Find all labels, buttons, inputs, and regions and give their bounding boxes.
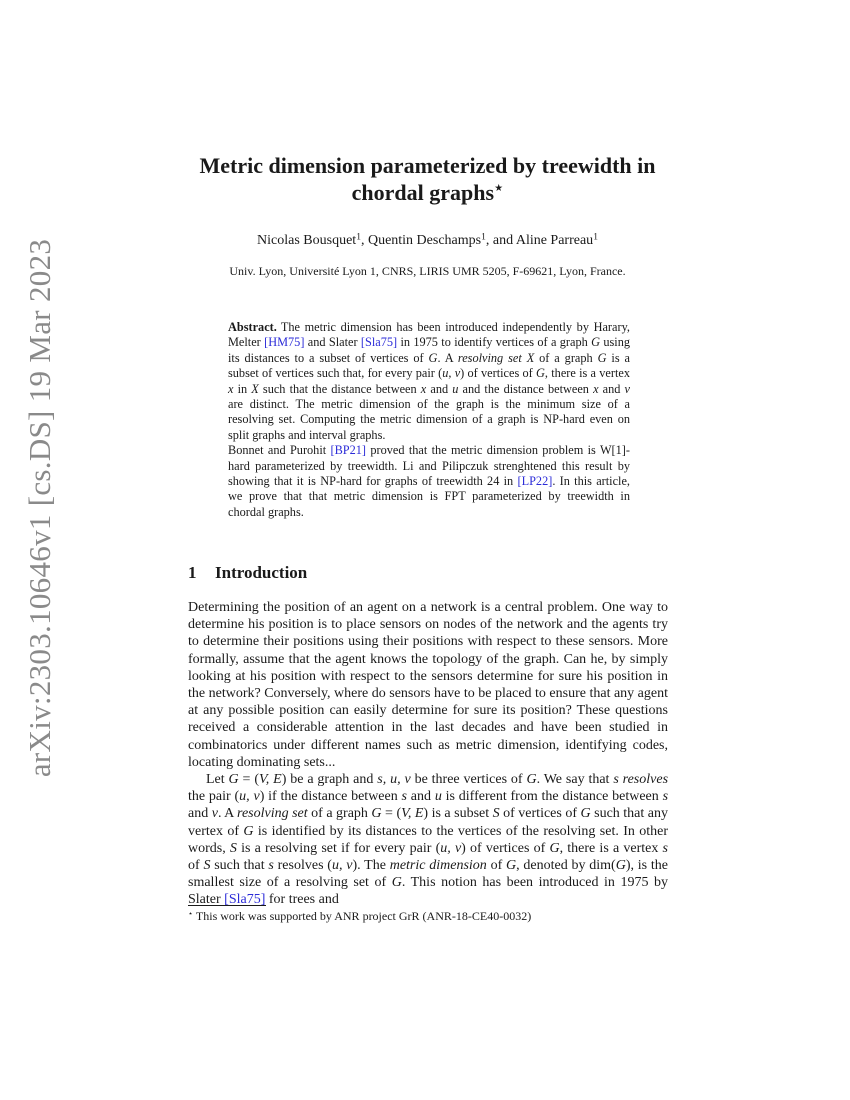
- text-run: ) is a subset: [423, 806, 493, 822]
- text-run: Bonnet and Purohit: [228, 443, 331, 458]
- text-run: ) if the distance between: [259, 789, 402, 805]
- text-run: Determining the position of an agent on a network is a central problem. One way to determine his position is to place sensors on nodes of the network and the agents try to determine their positions using their positions with respect to these sensors. More formally, assume that the agent knows the topology of the graph. Can he, by simply looking at his position with respect to the sensors determine for sure his position in the network? Conversely, where do sensors have to be placed to ensure that any agent at any possible position can easily determine for sure its position? These questions received a considerable attention in the last decades and have been studied in combinatorics under different names such as metric dimension, identifying codes, locating dominating sets...: [188, 600, 668, 770]
- text-run: ) of vertices of: [460, 366, 537, 381]
- math-symbol: s: [401, 789, 407, 805]
- math-symbol: G: [615, 858, 626, 874]
- text-run: = (: [381, 806, 402, 822]
- math-symbol: x: [228, 381, 234, 396]
- math-symbol: u, v: [331, 858, 353, 874]
- text-run: be three vertices of: [410, 772, 527, 788]
- math-symbol: s, u, v: [377, 772, 411, 788]
- text-run: resolves (: [273, 858, 332, 874]
- title-footnote-mark: ⋆: [494, 180, 504, 197]
- math-symbol: X: [251, 381, 259, 396]
- abstract: [228, 320, 630, 520]
- text-run: in 1975 to identify vertices of a graph: [397, 335, 592, 350]
- text-run: . A: [437, 350, 458, 365]
- section-number: 1: [188, 563, 197, 582]
- text-run: and: [598, 381, 625, 396]
- citation-link[interactable]: [HM75]: [264, 335, 305, 350]
- text-run: such that: [210, 858, 269, 874]
- math-symbol: s: [268, 858, 274, 874]
- citation-link[interactable]: [Sla75]: [360, 335, 398, 350]
- math-symbol: G: [549, 840, 560, 856]
- text-run: , there is a vertex: [559, 840, 663, 856]
- footnote-rule: [188, 905, 266, 906]
- author-affil-mark: 1: [481, 232, 486, 243]
- paper-title: [150, 152, 705, 206]
- footnote: [188, 909, 668, 923]
- text-run: . We say that: [536, 772, 614, 788]
- math-symbol: G: [228, 772, 239, 788]
- math-symbol: G: [580, 806, 591, 822]
- math-symbol: resolving set: [457, 350, 522, 365]
- author-name: Nicolas Bousquet: [257, 233, 357, 248]
- section-title: Introduction: [215, 563, 308, 582]
- math-symbol: u: [434, 789, 442, 805]
- math-symbol: V, E: [259, 772, 282, 788]
- text-run: ), is the smallest size of a resolving set of: [188, 858, 668, 891]
- body-paragraph-1: [188, 599, 668, 771]
- text-run: ) be a graph and: [281, 772, 378, 788]
- abstract-label: Abstract.: [228, 320, 277, 334]
- math-symbol: metric dimension: [389, 858, 487, 874]
- math-symbol: G: [591, 335, 600, 350]
- math-symbol: v: [211, 806, 218, 822]
- text-run: such that any vertex of: [188, 806, 668, 839]
- text-run: is identified by its distances to the vertices of the resolving set. In other words,: [188, 823, 668, 856]
- math-symbol: x: [593, 381, 599, 396]
- title-line-2: [150, 179, 705, 206]
- text-run: of vertices of: [499, 806, 581, 822]
- text-run: ). The: [352, 858, 390, 874]
- math-symbol: u, v: [442, 366, 461, 381]
- text-run: , there is a vertex: [544, 366, 630, 381]
- body-text: [188, 599, 668, 909]
- text-run: of a graph: [534, 350, 598, 365]
- math-symbol: S: [492, 806, 500, 822]
- math-symbol: s: [662, 789, 669, 805]
- body-paragraph-2: [188, 771, 668, 909]
- math-symbol: resolving set: [237, 806, 308, 822]
- text-run: is different from the distance between: [441, 789, 663, 805]
- text-run: is a resolving set if for every pair (: [236, 840, 441, 856]
- math-symbol: G: [243, 823, 254, 839]
- math-symbol: X: [526, 350, 535, 365]
- citation-link[interactable]: [LP22]: [517, 474, 553, 489]
- author-list: [150, 233, 705, 249]
- title-line-1: Metric dimension parameterized by treewidth in: [199, 153, 656, 178]
- text-run: such that the distance between: [258, 381, 421, 396]
- footnote-text: This work was supported by ANR project GrR (ANR-18-CE40-0032): [195, 909, 532, 923]
- text-run: is a subset of vertices such that, for every pair (: [228, 350, 631, 381]
- arxiv-identifier-stamp: [20, 238, 60, 778]
- math-symbol: G: [536, 366, 545, 381]
- text-run: and the distance between: [458, 381, 594, 396]
- arxiv-id-text: arXiv:2303.10646v1 [cs.DS] 19 Mar 2023: [22, 238, 57, 778]
- math-symbol: u, v: [239, 789, 260, 805]
- text-run: proved that the metric dimension problem is W[1]-hard parameterized by treewidth. Li and Pilipczuk strenghtened this result by showing that it is NP-hard for graphs of treewidth 24 in: [228, 443, 630, 489]
- author-separator: ,: [360, 233, 368, 248]
- author-affil-mark: 1: [356, 232, 361, 243]
- text-run: and: [426, 381, 453, 396]
- math-symbol: G: [391, 875, 402, 891]
- math-symbol: G: [428, 350, 438, 365]
- math-symbol: x: [420, 381, 427, 396]
- text-run: , denoted by dim(: [516, 858, 616, 874]
- math-symbol: G: [371, 806, 382, 822]
- text-run: . This notion has been introduced in 1975 by Slater: [188, 875, 669, 908]
- text-run: the pair (: [188, 789, 240, 805]
- citation-link[interactable]: [Sla75]: [224, 892, 266, 908]
- text-run: The metric dimension has been introduced independently by Harary, Melter: [228, 320, 630, 350]
- math-symbol: u: [452, 381, 459, 396]
- math-symbol: V, E: [401, 806, 424, 822]
- author-name: Quentin Deschamps: [367, 233, 482, 248]
- text-run: in: [233, 381, 252, 396]
- text-run: using its distances to a subset of vertices of: [228, 335, 630, 365]
- math-symbol: G: [597, 350, 607, 365]
- abstract-paragraph-2: [228, 443, 630, 520]
- abstract-paragraph-1: [228, 320, 630, 443]
- section-heading: [188, 563, 307, 583]
- text-run: of: [188, 858, 204, 874]
- text-run: = (: [238, 772, 259, 788]
- text-run: Let: [206, 772, 229, 788]
- text-run: of a graph: [307, 806, 372, 822]
- author-name: Aline Parreau: [515, 233, 594, 248]
- author-separator: , and: [485, 233, 516, 248]
- title-line-2-text: chordal graphs: [351, 180, 495, 205]
- math-symbol: v: [624, 381, 630, 396]
- footnote-mark: ⋆: [188, 908, 194, 918]
- text-run: are distinct. The metric dimension of the graph is the minimum size of a resolving set. Computing the metric dimension of a graph is NP-hard even on split graphs and interval graphs.: [228, 397, 630, 442]
- citation-link[interactable]: [BP21]: [330, 443, 367, 458]
- abstract-text: [228, 320, 630, 442]
- math-symbol: G: [506, 858, 517, 874]
- math-symbol: u, v: [440, 840, 462, 856]
- text-run: ) of vertices of: [461, 840, 550, 856]
- text-run: and: [407, 789, 435, 805]
- text-run: and Slater: [304, 335, 361, 350]
- math-symbol: s: [662, 840, 668, 856]
- text-run: . In this article, we prove that that metric dimension is FPT parameterized by treewidth in chordal graphs.: [228, 474, 631, 519]
- text-run: for trees and: [265, 892, 339, 908]
- text-run: of: [486, 858, 507, 874]
- math-symbol: S: [229, 840, 237, 856]
- math-symbol: S: [203, 858, 211, 874]
- affiliation: Univ. Lyon, Université Lyon 1, CNRS, LIRIS UMR 5205, F-69621, Lyon, France.: [229, 264, 626, 278]
- text-run: and: [188, 806, 212, 822]
- math-symbol: s resolves: [613, 772, 669, 788]
- math-symbol: G: [526, 772, 537, 788]
- author-affil-mark: 1: [593, 232, 598, 243]
- text-run: . A: [217, 806, 238, 822]
